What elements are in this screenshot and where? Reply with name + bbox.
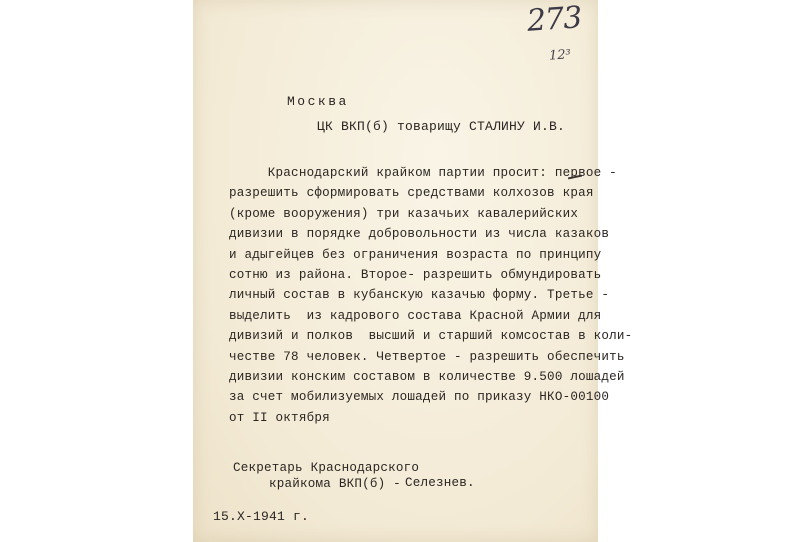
body-line: дивизии в порядке добровольности из числа казаков	[229, 227, 610, 242]
signature-name: Селезнев.	[405, 476, 475, 490]
body-line: выделить из кадрового состава Красной Армии для	[229, 308, 602, 323]
archive-subnumber-handwritten: 12³	[548, 47, 572, 64]
body-line: дивизии конским составом в количестве 9.500 лошадей	[229, 369, 625, 384]
signature-title: Секретарь Краснодарского	[233, 461, 420, 475]
signature-organization: крайкома ВКП(б) -	[269, 477, 401, 491]
body-line: сотню из района. Второе- разрешить обмундировать	[229, 267, 602, 282]
address-recipient: ЦК ВКП(б) товарищу СТАЛИНУ И.В.	[317, 119, 566, 134]
body-line: разрешить сформировать средствами колхозов края	[229, 186, 594, 201]
address-city: Москва	[287, 94, 349, 109]
signature-block	[233, 460, 419, 492]
body-line: и адыгейцев без ограничения возраста по принципу	[229, 247, 602, 262]
archive-number-handwritten: 273	[525, 0, 583, 39]
body-line: личный состав в кубанскую казачью форму. Третье -	[229, 288, 610, 303]
body-line: (кроме вооружения) три казачьих кавалерийских	[229, 206, 579, 221]
body-line: дивизий и полков высший и старший комсостав в коли-	[229, 329, 633, 344]
body-line: за счет мобилизуемых лошадей по приказу НКО-00100	[229, 390, 610, 405]
body-line: от II октября	[229, 410, 330, 425]
letter-body	[229, 163, 633, 428]
body-line: Краснодарский крайком партии просит: первое -	[229, 166, 617, 180]
body-line: честве 78 человек. Четвертое - разрешить обеспечить	[229, 349, 625, 364]
document-date: 15.Х-1941 г.	[213, 509, 310, 524]
document-page	[193, 0, 633, 542]
